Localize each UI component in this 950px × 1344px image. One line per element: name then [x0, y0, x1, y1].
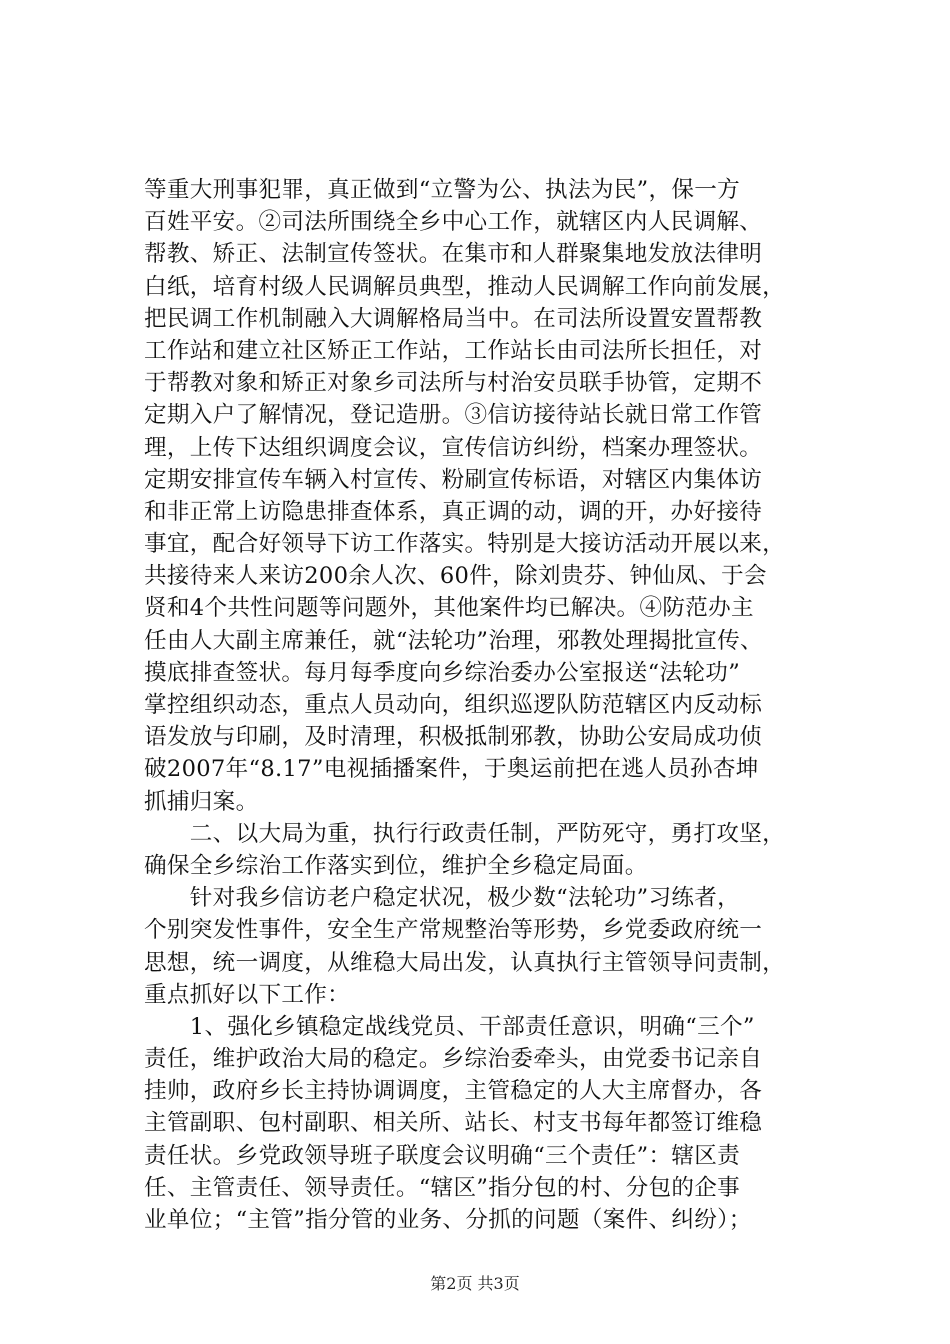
text-line: 业单位；“主管”指分管的业务、分抓的问题（案件、纠纷）；: [144, 1207, 752, 1233]
text-line: 理，上传下达组织调度会议，宣传信访纠纷，档案办理签状。: [144, 434, 763, 461]
document-body: [144, 174, 832, 1236]
text-line: 工作站和建立社区矫正工作站，工作站长由司法所长担任，对: [144, 337, 763, 364]
page-number-footer: 第2页 共3页: [430, 1274, 520, 1293]
text-line: 摸底排查签状。每月每季度向乡综治委办公室报送“法轮功”: [144, 659, 741, 686]
text-line: 等重大刑事犯罪，真正做到“立警为公、执法为民”，保一方: [144, 177, 741, 203]
text-line: 责任状。乡党政领导班子联度会议明确“三个责任”：辖区责: [144, 1142, 741, 1169]
text-line: 思想，统一调度，从维稳大局出发，认真执行主管领导问责制，: [144, 949, 786, 976]
text-line: 重点抓好以下工作：: [144, 981, 351, 1008]
text-line: 语发放与印刷，及时清理，积极抵制邪教，协助公安局成功侦: [144, 724, 763, 751]
text-line: 百姓平安。②司法所围绕全乡中心工作，就辖区内人民调解、: [144, 209, 763, 236]
text-line: 贤和4个共性问题等问题外，其他案件均已解决。④防范办主: [144, 595, 754, 622]
text-line: 事宜，配合好领导下访工作落实。特别是大接访活动开展以来，: [144, 531, 786, 558]
section-heading-line: 二、以大局为重，执行行政责任制，严防死守，勇打攻坚，: [144, 820, 786, 847]
section-heading-line: 确保全乡综治工作落实到位，维护全乡稳定局面。: [144, 852, 648, 879]
text-line: 抓捕归案。: [144, 788, 259, 815]
text-line: 破2007年“8.17”电视插播案件，于奥运前把在逃人员孙杏坤: [144, 756, 759, 783]
text-line: 个别突发性事件，安全生产常规整治等形势，乡党委政府统一: [144, 917, 763, 944]
text-line: 于帮教对象和矫正对象乡司法所与村治安员联手协管，定期不: [144, 370, 763, 397]
text-line: 1、强化乡镇稳定战线党员、干部责任意识，明确“三个”: [144, 1013, 755, 1040]
text-line: 任由人大副主席兼任，就“法轮功”治理，邪教处理揭批宣传、: [144, 627, 763, 654]
text-line: 白纸，培育村级人民调解员典型，推动人民调解工作向前发展，: [144, 273, 786, 300]
text-line: 帮教、矫正、法制宣传签状。在集市和人群聚集地发放法律明: [144, 241, 763, 268]
text-line: 主管副职、包村副职、相关所、站长、村支书每年都签订维稳: [144, 1110, 763, 1137]
text-line: 定期入户了解情况，登记造册。③信访接待站长就日常工作管: [144, 402, 763, 429]
text-line: 挂帅，政府乡长主持协调调度，主管稳定的人大主席督办，各: [144, 1078, 763, 1105]
text-line: 针对我乡信访老户稳定状况，极少数“法轮功”习练者，: [144, 885, 741, 912]
text-line: 定期安排宣传车辆入村宣传、粉刷宣传标语，对辖区内集体访: [144, 466, 763, 493]
text-line: 任、主管责任、领导责任。“辖区”指分包的村、分包的企事: [144, 1174, 741, 1201]
text-line: 把民调工作机制融入大调解格局当中。在司法所设置安置帮教: [144, 305, 763, 332]
text-line: 责任，维护政治大局的稳定。乡综治委牵头，由党委书记亲自: [144, 1046, 763, 1073]
text-line: 共接待来人来访200余人次、60件，除刘贵芬、钟仙凤、于会: [144, 563, 767, 590]
text-line: 和非正常上访隐患排查体系，真正调的动，调的开，办好接待: [144, 498, 763, 525]
text-line: 掌控组织动态，重点人员动向，组织巡逻队防范辖区内反动标: [144, 692, 763, 718]
